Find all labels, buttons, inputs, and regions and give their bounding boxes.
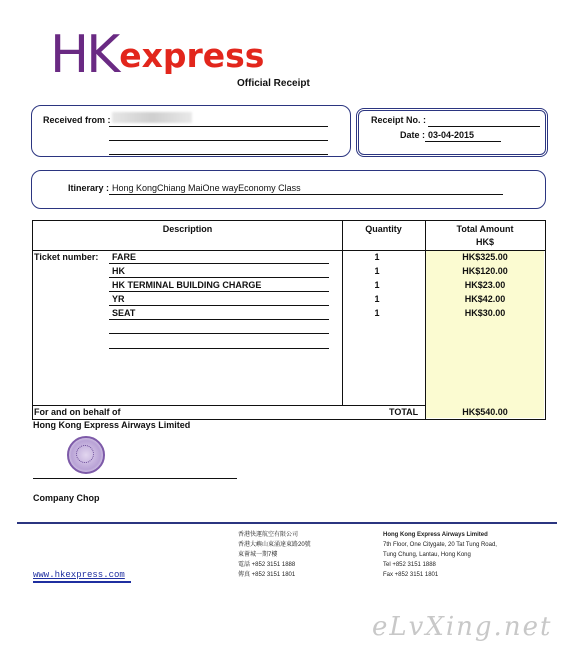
row-amount-fare: HK$325.00 (462, 252, 508, 262)
footer-cn-5: 傳真 +852 3151 1801 (238, 572, 296, 578)
row-desc-fare: FARE (112, 252, 137, 262)
footer-cn-4: 電話 +852 3151 1888 (238, 562, 296, 568)
desc-line-1 (109, 263, 329, 264)
row-amount-seat: HK$30.00 (464, 308, 506, 318)
company-chop-stamp (67, 436, 105, 474)
company-name: Hong Kong Express Airways Limited (33, 420, 191, 430)
received-from-label: Received from : (43, 115, 111, 125)
itinerary-box (31, 170, 546, 209)
received-from-line-1 (109, 126, 328, 127)
footer-rule (17, 522, 557, 524)
row-amount-terminal: HK$23.00 (464, 280, 506, 290)
footer-cn-2: 香港大嶼山東涌達東路20號 (238, 542, 311, 548)
logo-express: express (119, 36, 265, 75)
received-from-line-2 (109, 140, 328, 141)
row-qty-fare: 1 (374, 252, 380, 262)
website-underline (33, 581, 131, 583)
itinerary-label: Itinerary : (68, 183, 110, 193)
receipt-info-box (356, 108, 548, 157)
footer-cn-1: 香港快運航空有限公司 (238, 532, 299, 538)
date-label: Date : (400, 130, 426, 140)
logo-hk: HK (50, 25, 118, 85)
desc-line-4 (109, 305, 329, 306)
ticket-number-label: Ticket number: (34, 252, 99, 262)
footer-en-5: Fax +852 3151 1801 (383, 572, 439, 578)
row-qty-seat: 1 (374, 308, 380, 318)
receipt-no-line (428, 126, 540, 127)
date-line (425, 141, 501, 142)
row-amount-hk: HK$120.00 (462, 266, 508, 276)
desc-line-3 (109, 291, 329, 292)
footer-en-4: Tel +852 3151 1888 (383, 562, 436, 568)
row-qty-terminal: 1 (374, 280, 380, 290)
for-behalf-label: For and on behalf of (34, 407, 121, 417)
header-currency: HK$ (475, 237, 494, 247)
received-from-line-3 (109, 154, 328, 155)
row-desc-seat: SEAT (112, 308, 136, 318)
row-desc-terminal: HK TERMINAL BUILDING CHARGE (112, 280, 262, 290)
row-qty-hk: 1 (374, 266, 380, 276)
header-total-amount: Total Amount (456, 224, 514, 234)
footer-cn-3: 東薈城一期7樓 (238, 552, 278, 558)
website-link[interactable]: www.hkexpress.com (33, 570, 125, 580)
itinerary-value: Hong KongChiang MaiOne wayEconomy Class (112, 183, 301, 193)
signature-line (33, 478, 237, 479)
header-description: Description (162, 224, 213, 234)
itinerary-line (109, 194, 503, 195)
total-label: TOTAL (389, 407, 419, 417)
watermark: eLvXing.net (372, 612, 553, 642)
amount-column-fill (426, 251, 544, 418)
footer-english-address (383, 530, 497, 580)
footer-en-1: Hong Kong Express Airways Limited (383, 532, 488, 538)
desc-line-6 (109, 333, 329, 334)
footer-chinese-address (238, 530, 311, 580)
redacted-name (112, 112, 192, 123)
header-quantity: Quantity (365, 224, 402, 234)
receipt-no-label: Receipt No. : (371, 115, 427, 125)
company-chop-label: Company Chop (33, 493, 100, 503)
desc-line-7 (109, 348, 329, 349)
total-value: HK$540.00 (462, 407, 508, 417)
footer-en-3: Tung Chung, Lantau, Hong Kong (383, 552, 471, 558)
row-amount-yr: HK$42.00 (464, 294, 506, 304)
footer-en-2: 7th Floor, One Citygate, 20 Tat Tung Road, (383, 542, 497, 548)
row-desc-yr: YR (112, 294, 125, 304)
date-value: 03-04-2015 (428, 130, 475, 140)
row-qty-yr: 1 (374, 294, 380, 304)
row-desc-hk: HK (112, 266, 125, 276)
charges-table (32, 220, 546, 420)
hk-express-logo (50, 25, 265, 85)
desc-line-2 (109, 277, 329, 278)
total-divider (33, 405, 425, 406)
desc-line-5 (109, 319, 329, 320)
header-divider (33, 250, 545, 251)
document-title: Official Receipt (237, 78, 310, 89)
